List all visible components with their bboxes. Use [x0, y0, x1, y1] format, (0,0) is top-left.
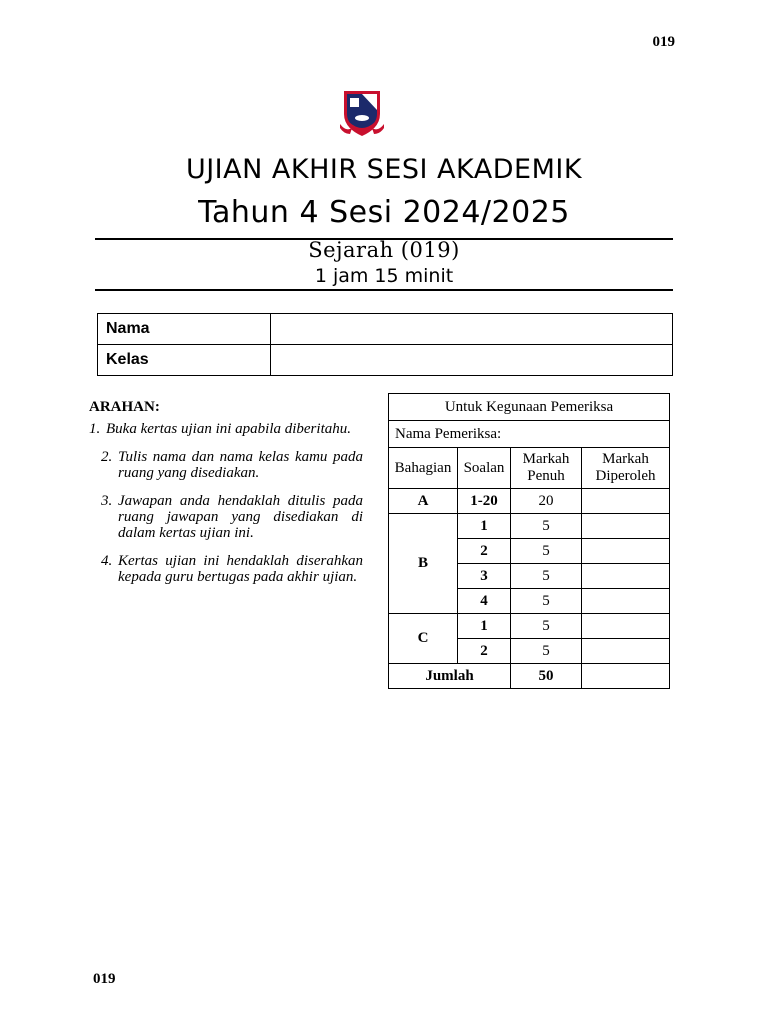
obtained-cell[interactable] — [582, 514, 670, 539]
section-cell: C — [389, 614, 458, 664]
exam-title: UJIAN AKHIR SESI AKADEMIK — [185, 154, 583, 185]
total-obtained-cell[interactable] — [582, 664, 670, 689]
student-identity-table — [97, 313, 673, 376]
class-label: Kelas — [98, 345, 271, 376]
question-cell: 3 — [458, 564, 511, 589]
marks-cell: 5 — [511, 539, 582, 564]
obtained-cell[interactable] — [582, 489, 670, 514]
header-section: Bahagian — [389, 448, 458, 489]
marks-cell: 5 — [511, 564, 582, 589]
page-code-top: 019 — [652, 34, 675, 50]
question-cell: 1 — [458, 614, 511, 639]
list-item: 2. Tulis nama dan nama kelas kamu pada ruang yang disediakan. — [101, 449, 363, 481]
total-marks: 50 — [511, 664, 582, 689]
instructions-heading: ARAHAN: — [89, 399, 160, 415]
header-question: Soalan — [458, 448, 511, 489]
name-label: Nama — [98, 314, 271, 345]
list-item: 4. Kertas ujian ini hendaklah diserahkan kepada guru bertugas pada akhir ujian. — [101, 553, 363, 585]
total-label: Jumlah — [389, 664, 511, 689]
header-obtained: Markah Diperoleh — [582, 448, 670, 489]
name-field[interactable] — [271, 314, 673, 345]
header-full-marks: Markah Penuh — [511, 448, 582, 489]
class-field[interactable] — [271, 345, 673, 376]
obtained-cell[interactable] — [582, 539, 670, 564]
divider-bottom — [95, 289, 673, 291]
exam-subtitle: Tahun 4 Sesi 2024/2025 — [198, 195, 570, 230]
exam-duration: 1 jam 15 minit — [314, 265, 454, 287]
table-row — [389, 614, 670, 639]
list-item: 3. Jawapan anda hendaklah ditulis pada ruang jawapan yang disediakan di dalam kertas ujian ini. — [101, 493, 363, 541]
section-cell: B — [389, 514, 458, 614]
table-row — [389, 514, 670, 539]
marks-cell: 5 — [511, 614, 582, 639]
school-crest-icon — [338, 88, 386, 140]
marks-cell: 5 — [511, 514, 582, 539]
marks-cell: 20 — [511, 489, 582, 514]
table-row — [389, 489, 670, 514]
obtained-cell[interactable] — [582, 614, 670, 639]
marks-cell: 5 — [511, 639, 582, 664]
question-cell: 2 — [458, 639, 511, 664]
obtained-cell[interactable] — [582, 639, 670, 664]
page-code-bottom: 019 — [93, 971, 116, 987]
exam-subject: Sejarah (019) — [308, 238, 460, 262]
question-cell: 4 — [458, 589, 511, 614]
marks-cell: 5 — [511, 589, 582, 614]
question-cell: 2 — [458, 539, 511, 564]
question-cell: 1-20 — [458, 489, 511, 514]
question-cell: 1 — [458, 514, 511, 539]
table-row-total — [389, 664, 670, 689]
examiner-name-field[interactable]: Nama Pemeriksa: — [389, 421, 670, 448]
list-item: 1. Buka kertas ujian ini apabila diberitahu. — [89, 421, 351, 437]
obtained-cell[interactable] — [582, 564, 670, 589]
obtained-cell[interactable] — [582, 589, 670, 614]
instructions-list — [89, 421, 363, 597]
examiner-marks-table — [388, 393, 670, 689]
examiner-caption: Untuk Kegunaan Pemeriksa — [389, 394, 670, 421]
section-cell: A — [389, 489, 458, 514]
